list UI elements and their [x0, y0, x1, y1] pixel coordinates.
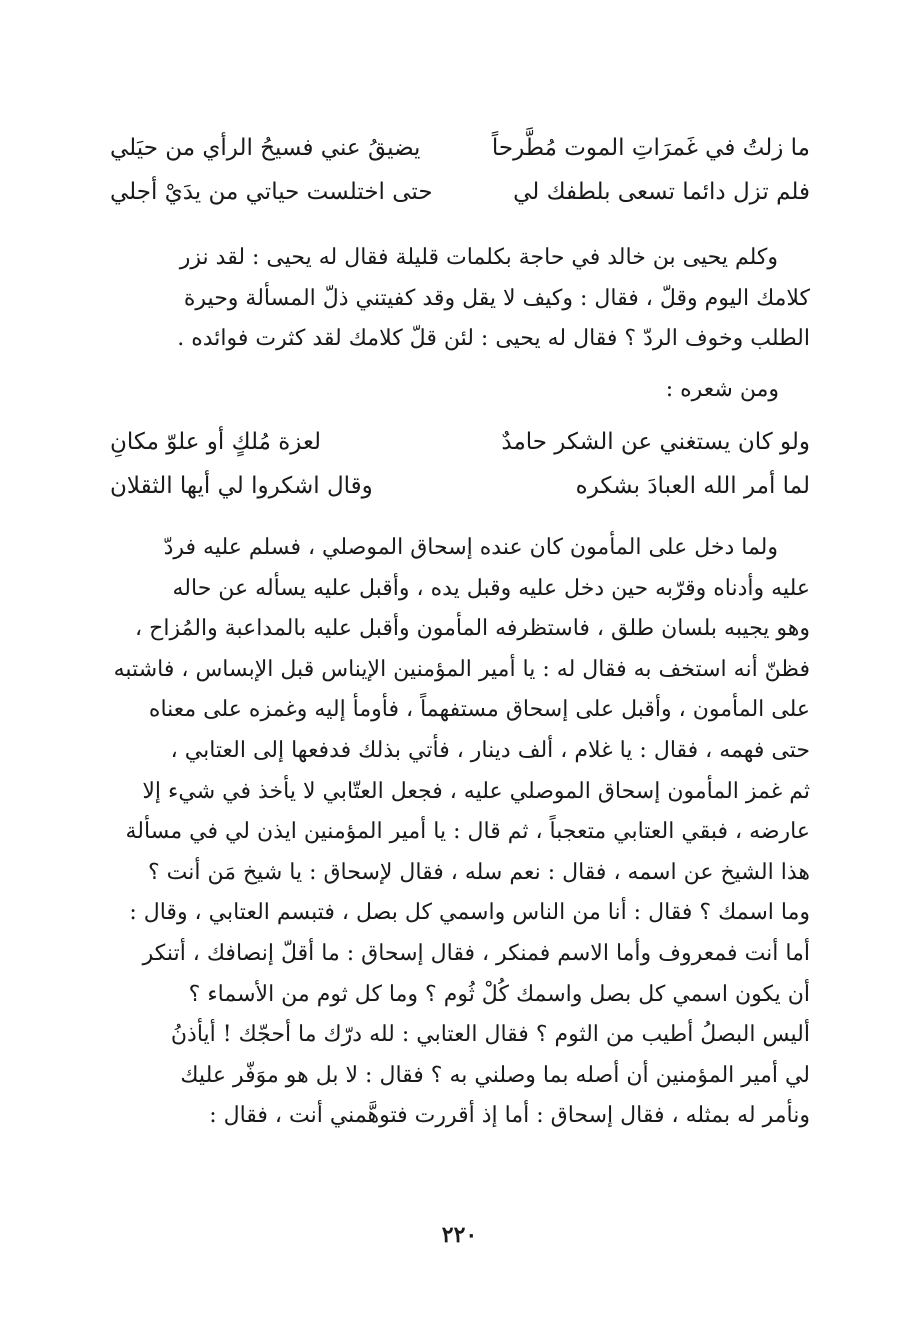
poem1-verse-2-first-hemistich: فلم تزل دائما تسعى بلطفك لي	[513, 179, 810, 205]
paragraph-line: هذا الشيخ عن اسمه ، فقال : نعم سله ، فقال لإسحاق : يا شيخ مَن أنت ؟	[147, 859, 810, 885]
paragraph-line: أما أنت فمعروف وأما الاسم فمنكر ، فقال إسحاق : ما أقلّ إنصافك ، أتنكر	[142, 940, 810, 966]
paragraph-line: ثم غمز المأمون إسحاق الموصلي عليه ، فجعل العتّابي لا يأخذ في شيء إلا	[142, 778, 810, 804]
paragraph-line: الطلب وخوف الردّ ؟ فقال له يحيى : لئن قلّ كلامك لقد كثرت فوائده .	[177, 326, 810, 352]
poem2-verse-2	[110, 464, 810, 508]
poetry-intro: ومن شعره :	[665, 377, 779, 402]
paragraph-line: عارضه ، فبقي العتابي متعجباً ، ثم قال : يا أمير المؤمنين ايذن لي في مسألة	[125, 819, 810, 845]
paragraph-line: وما اسمك ؟ فقال : أنا من الناس واسمي كل بصل ، فتبسم العتابي ، وقال :	[129, 900, 810, 926]
paragraph-yahya	[110, 238, 810, 360]
paragraph-line: أن يكون اسمي كل بصل واسمك كُلْ ثُوم ؟ وما كل ثوم من الأسماء ؟	[188, 981, 810, 1007]
poem1-verse-1-first-hemistich: ما زلتُ في غَمرَاتِ الموت مُطَّرحاً	[491, 135, 810, 161]
paragraph-line: وكلم يحيى بن خالد في حاجة بكلمات قليلة فقال له يحيى : لقد نزر	[179, 245, 778, 270]
paragraph-line: ولما دخل على المأمون كان عنده إسحاق الموصلي ، فسلم عليه فردّ	[163, 535, 778, 560]
paragraph-line: لي أمير المؤمنين أن أصله بما وصلني به ؟ فقال : لا بل هو موَفّر عليك	[180, 1062, 810, 1088]
poem2-verse-2-first-hemistich: لما أمر الله العبادَ بشكره	[575, 473, 810, 499]
poem1-verse-2-second-hemistich: حتى اختلست حياتي من يدَيْ أجلي	[110, 179, 433, 205]
poem1-verse-2	[110, 170, 810, 214]
poem2-verse-1-second-hemistich: لعزة مُلكٍ أو علوّ مكانِ	[110, 429, 322, 455]
poem2-verse-1-first-hemistich: ولو كان يستغني عن الشكر حامدٌ	[501, 429, 810, 455]
paragraph-line: ونأمر له بمثله ، فقال إسحاق : أما إذ أقررت فتوهَّمني أنت ، فقال :	[209, 1103, 810, 1129]
paragraph-line: كلامك اليوم وقلّ ، فقال : وكيف لا يقل وقد كفيتني ذلّ المسألة وحيرة	[183, 285, 810, 311]
poem2-verse-1	[110, 420, 810, 464]
poem1-verse-1	[110, 126, 810, 170]
paragraph-line: فظنّ أنه استخف به فقال له : يا أمير المؤمنين الإيناس قبل الإبساس ، فاشتبه	[113, 656, 810, 682]
paragraph-line: أليس البصلُ أطيب من الثوم ؟ فقال العتابي : لله درّك ما أحجّك ! أيأذنُ	[170, 1022, 810, 1048]
paragraph-mamun-story	[110, 528, 810, 1137]
paragraph-line: وهو يجيبه بلسان طلق ، فاستظرفه المأمون وأقبل عليه بالمداعبة والمُزاح ،	[135, 616, 810, 642]
paragraph-line: عليه وأدناه وقرّبه حين دخل عليه وقبل يده ، وأقبل عليه يسأله عن حاله	[172, 575, 810, 601]
paragraph-line: على المأمون ، وأقبل على إسحاق مستفهماً ، فأومأ إليه وغمزه على معناه	[148, 697, 810, 723]
page-number: ٢٢٠	[441, 1222, 478, 1248]
poem1-verse-1-second-hemistich: يضيقُ عني فسيحُ الرأي من حيَلي	[110, 135, 421, 161]
poem2-verse-2-second-hemistich: وقال اشكروا لي أيها الثقلان	[110, 473, 373, 499]
paragraph-line: حتى فهمه ، فقال : يا غلام ، ألف دينار ، فأتي بذلك فدفعها إلى العتابي ،	[170, 737, 810, 763]
